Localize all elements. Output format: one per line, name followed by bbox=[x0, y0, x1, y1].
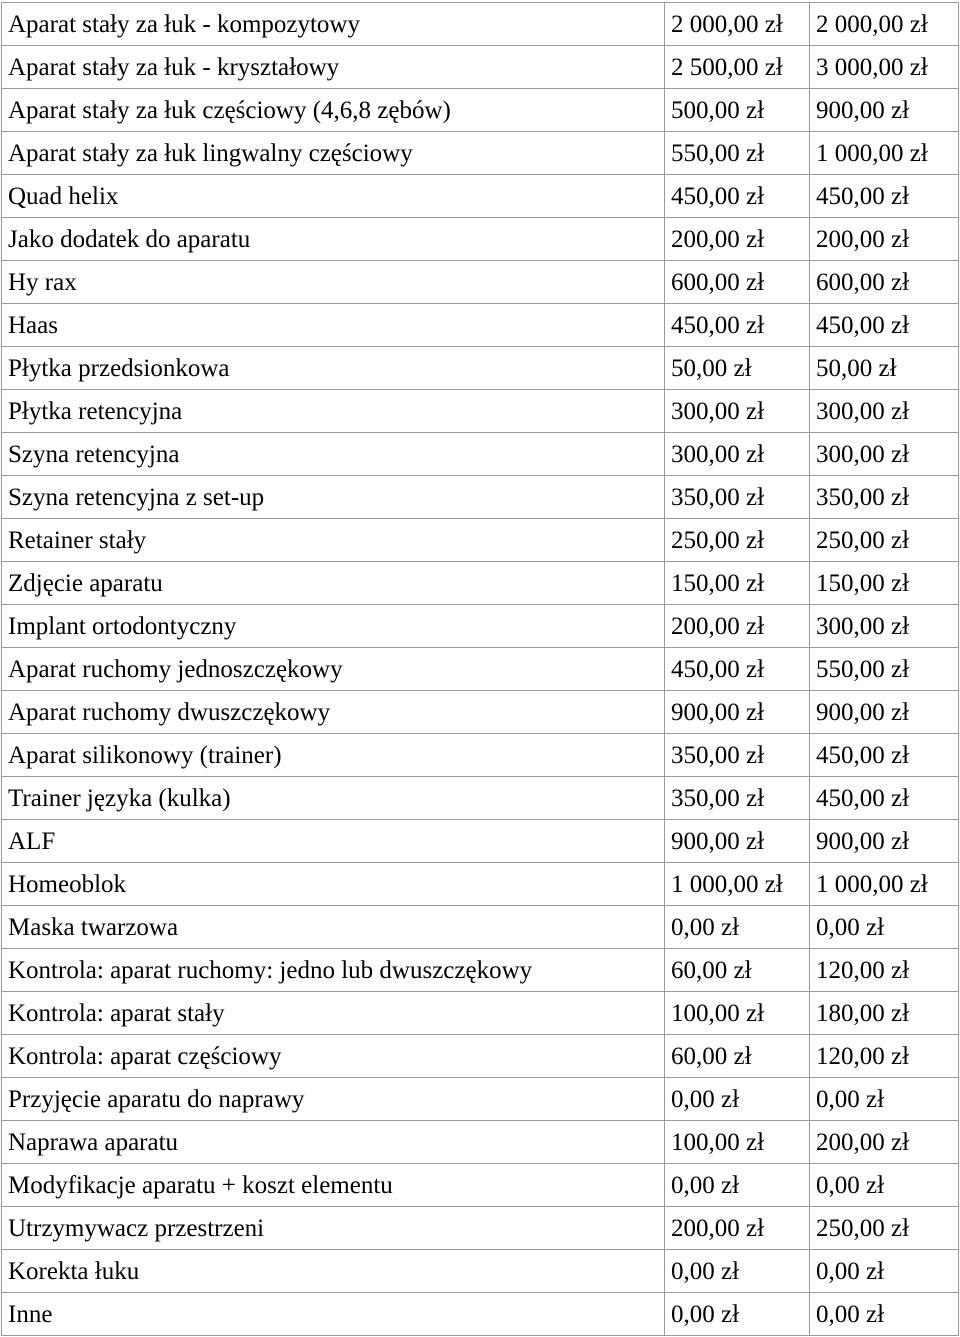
price-min-cell: 500,00 zł bbox=[665, 89, 810, 132]
service-name-cell: Aparat stały za łuk - kompozytowy bbox=[2, 3, 665, 46]
price-min-cell: 350,00 zł bbox=[665, 777, 810, 820]
price-max-cell: 2 000,00 zł bbox=[810, 3, 959, 46]
price-min-cell: 100,00 zł bbox=[665, 1121, 810, 1164]
table-row bbox=[2, 304, 959, 347]
service-name-cell: Trainer języka (kulka) bbox=[2, 777, 665, 820]
price-max-cell: 50,00 zł bbox=[810, 347, 959, 390]
price-max-cell: 1 000,00 zł bbox=[810, 863, 959, 906]
table-row bbox=[2, 691, 959, 734]
price-max-cell: 350,00 zł bbox=[810, 476, 959, 519]
table-row bbox=[2, 218, 959, 261]
price-max-cell: 3 000,00 zł bbox=[810, 46, 959, 89]
price-min-cell: 2 000,00 zł bbox=[665, 3, 810, 46]
service-name-cell: Jako dodatek do aparatu bbox=[2, 218, 665, 261]
price-min-cell: 50,00 zł bbox=[665, 347, 810, 390]
service-name-cell: Aparat stały za łuk lingwalny częściowy bbox=[2, 132, 665, 175]
service-name-cell: Haas bbox=[2, 304, 665, 347]
price-min-cell: 300,00 zł bbox=[665, 390, 810, 433]
price-max-cell: 120,00 zł bbox=[810, 1035, 959, 1078]
price-max-cell: 300,00 zł bbox=[810, 390, 959, 433]
service-name-cell: Płytka retencyjna bbox=[2, 390, 665, 433]
service-name-cell: Naprawa aparatu bbox=[2, 1121, 665, 1164]
service-name-cell: Zdjęcie aparatu bbox=[2, 562, 665, 605]
table-row bbox=[2, 1121, 959, 1164]
price-min-cell: 200,00 zł bbox=[665, 218, 810, 261]
price-min-cell: 250,00 zł bbox=[665, 519, 810, 562]
table-row bbox=[2, 46, 959, 89]
price-max-cell: 0,00 zł bbox=[810, 1293, 959, 1336]
price-max-cell: 450,00 zł bbox=[810, 304, 959, 347]
price-max-cell: 300,00 zł bbox=[810, 605, 959, 648]
table-row bbox=[2, 347, 959, 390]
service-name-cell: Płytka przedsionkowa bbox=[2, 347, 665, 390]
price-min-cell: 200,00 zł bbox=[665, 1207, 810, 1250]
price-min-cell: 0,00 zł bbox=[665, 1078, 810, 1121]
table-row bbox=[2, 433, 959, 476]
service-name-cell: Kontrola: aparat stały bbox=[2, 992, 665, 1035]
service-name-cell: Aparat stały za łuk częściowy (4,6,8 zębów) bbox=[2, 89, 665, 132]
price-max-cell: 300,00 zł bbox=[810, 433, 959, 476]
table-row bbox=[2, 519, 959, 562]
price-max-cell: 600,00 zł bbox=[810, 261, 959, 304]
price-max-cell: 200,00 zł bbox=[810, 218, 959, 261]
price-max-cell: 900,00 zł bbox=[810, 691, 959, 734]
price-min-cell: 450,00 zł bbox=[665, 648, 810, 691]
service-name-cell: Inne bbox=[2, 1293, 665, 1336]
table-row bbox=[2, 3, 959, 46]
table-row bbox=[2, 648, 959, 691]
service-name-cell: Aparat ruchomy dwuszczękowy bbox=[2, 691, 665, 734]
price-min-cell: 60,00 zł bbox=[665, 1035, 810, 1078]
price-min-cell: 2 500,00 zł bbox=[665, 46, 810, 89]
service-name-cell: Szyna retencyjna bbox=[2, 433, 665, 476]
table-row bbox=[2, 1293, 959, 1336]
table-row bbox=[2, 863, 959, 906]
table-row bbox=[2, 1250, 959, 1293]
price-min-cell: 0,00 zł bbox=[665, 1164, 810, 1207]
price-min-cell: 450,00 zł bbox=[665, 304, 810, 347]
price-max-cell: 0,00 zł bbox=[810, 906, 959, 949]
price-max-cell: 900,00 zł bbox=[810, 820, 959, 863]
price-max-cell: 900,00 zł bbox=[810, 89, 959, 132]
service-name-cell: Hy rax bbox=[2, 261, 665, 304]
table-row bbox=[2, 734, 959, 777]
price-max-cell: 250,00 zł bbox=[810, 1207, 959, 1250]
table-row bbox=[2, 132, 959, 175]
service-name-cell: Utrzymywacz przestrzeni bbox=[2, 1207, 665, 1250]
price-min-cell: 1 000,00 zł bbox=[665, 863, 810, 906]
table-row bbox=[2, 175, 959, 218]
price-min-cell: 600,00 zł bbox=[665, 261, 810, 304]
table-row bbox=[2, 390, 959, 433]
price-min-cell: 0,00 zł bbox=[665, 906, 810, 949]
service-name-cell: ALF bbox=[2, 820, 665, 863]
service-name-cell: Implant ortodontyczny bbox=[2, 605, 665, 648]
table-row bbox=[2, 605, 959, 648]
service-name-cell: Modyfikacje aparatu + koszt elementu bbox=[2, 1164, 665, 1207]
table-row bbox=[2, 820, 959, 863]
service-name-cell: Quad helix bbox=[2, 175, 665, 218]
price-max-cell: 0,00 zł bbox=[810, 1078, 959, 1121]
table-row bbox=[2, 562, 959, 605]
price-max-cell: 180,00 zł bbox=[810, 992, 959, 1035]
table-row bbox=[2, 476, 959, 519]
price-min-cell: 200,00 zł bbox=[665, 605, 810, 648]
table-row bbox=[2, 89, 959, 132]
price-max-cell: 450,00 zł bbox=[810, 734, 959, 777]
table-row bbox=[2, 1035, 959, 1078]
price-min-cell: 550,00 zł bbox=[665, 132, 810, 175]
price-min-cell: 350,00 zł bbox=[665, 476, 810, 519]
price-min-cell: 150,00 zł bbox=[665, 562, 810, 605]
price-table-body bbox=[2, 3, 959, 1336]
price-min-cell: 450,00 zł bbox=[665, 175, 810, 218]
price-min-cell: 60,00 zł bbox=[665, 949, 810, 992]
service-name-cell: Retainer stały bbox=[2, 519, 665, 562]
service-name-cell: Homeoblok bbox=[2, 863, 665, 906]
table-row bbox=[2, 906, 959, 949]
price-max-cell: 1 000,00 zł bbox=[810, 132, 959, 175]
table-row bbox=[2, 1164, 959, 1207]
table-row bbox=[2, 992, 959, 1035]
service-name-cell: Maska twarzowa bbox=[2, 906, 665, 949]
price-table bbox=[1, 2, 959, 1336]
price-min-cell: 0,00 zł bbox=[665, 1293, 810, 1336]
price-max-cell: 0,00 zł bbox=[810, 1250, 959, 1293]
service-name-cell: Korekta łuku bbox=[2, 1250, 665, 1293]
price-min-cell: 300,00 zł bbox=[665, 433, 810, 476]
table-row bbox=[2, 1207, 959, 1250]
table-row bbox=[2, 261, 959, 304]
table-row bbox=[2, 949, 959, 992]
price-max-cell: 200,00 zł bbox=[810, 1121, 959, 1164]
price-max-cell: 150,00 zł bbox=[810, 562, 959, 605]
table-row bbox=[2, 777, 959, 820]
price-min-cell: 100,00 zł bbox=[665, 992, 810, 1035]
service-name-cell: Szyna retencyjna z set-up bbox=[2, 476, 665, 519]
price-max-cell: 450,00 zł bbox=[810, 777, 959, 820]
price-max-cell: 250,00 zł bbox=[810, 519, 959, 562]
table-row bbox=[2, 1078, 959, 1121]
price-min-cell: 0,00 zł bbox=[665, 1250, 810, 1293]
price-min-cell: 900,00 zł bbox=[665, 820, 810, 863]
price-max-cell: 120,00 zł bbox=[810, 949, 959, 992]
service-name-cell: Kontrola: aparat częściowy bbox=[2, 1035, 665, 1078]
price-max-cell: 450,00 zł bbox=[810, 175, 959, 218]
service-name-cell: Kontrola: aparat ruchomy: jedno lub dwuszczękowy bbox=[2, 949, 665, 992]
service-name-cell: Aparat stały za łuk - kryształowy bbox=[2, 46, 665, 89]
service-name-cell: Przyjęcie aparatu do naprawy bbox=[2, 1078, 665, 1121]
service-name-cell: Aparat silikonowy (trainer) bbox=[2, 734, 665, 777]
price-min-cell: 350,00 zł bbox=[665, 734, 810, 777]
price-max-cell: 0,00 zł bbox=[810, 1164, 959, 1207]
service-name-cell: Aparat ruchomy jednoszczękowy bbox=[2, 648, 665, 691]
price-min-cell: 900,00 zł bbox=[665, 691, 810, 734]
price-max-cell: 550,00 zł bbox=[810, 648, 959, 691]
